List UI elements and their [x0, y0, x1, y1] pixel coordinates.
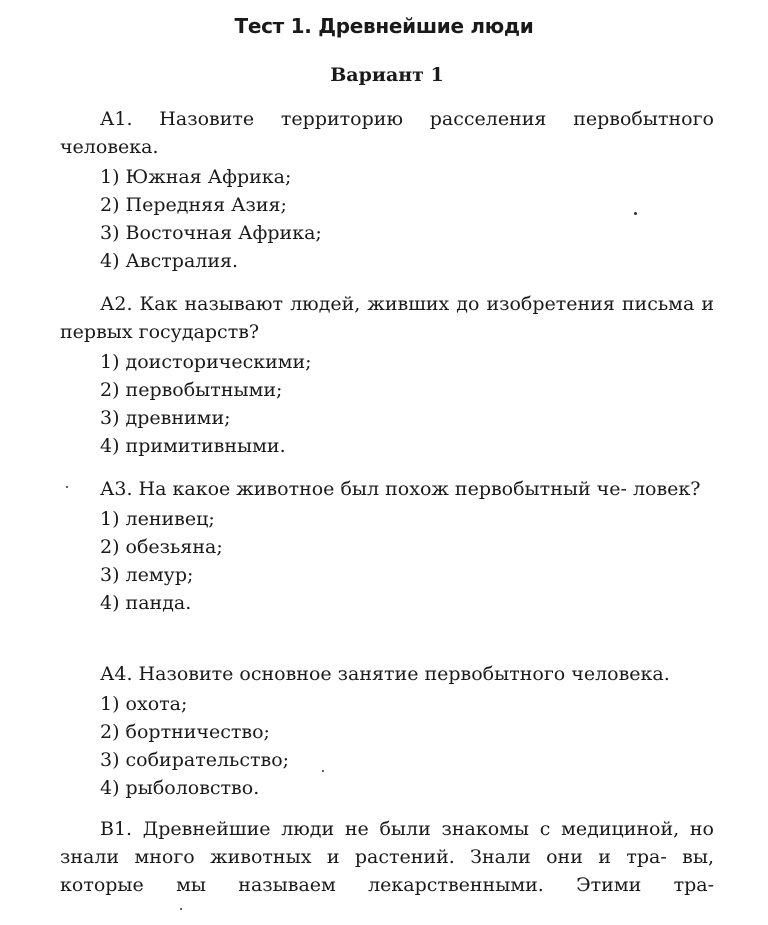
option: 4) примитивными.: [100, 435, 286, 457]
question-prompt: В1. Древнейшие люди не были знакомы с медициной, но знали много животных и растений. Знали они и тра- вы, которые мы называем лекарственными. Этими тра-: [60, 818, 714, 896]
option: 4) Австралия.: [100, 250, 239, 272]
print-speck: [322, 770, 324, 772]
option: 4) рыболовство.: [100, 777, 260, 799]
option: 3) собирательство;: [100, 749, 290, 771]
option: 2) Передняя Азия;: [100, 194, 287, 216]
option: 1) ленивец;: [100, 508, 215, 530]
variant-heading: Вариант 1: [330, 64, 444, 86]
question-prompt: А2. Как называют людей, живших до изобретения письма и первых государств?: [60, 293, 714, 343]
option: 4) панда.: [100, 592, 192, 614]
question-a3: [60, 475, 714, 617]
options-list: [60, 505, 714, 617]
question-prompt: А1. Назовите территорию расселения первобытного человека.: [60, 108, 714, 158]
question-prompt: А4. Назовите основное занятие первобытного человека.: [100, 663, 670, 685]
option: 3) Восточная Африка;: [100, 222, 322, 244]
print-speck: [66, 486, 68, 488]
question-prompt: А3. На какое животное был похож первобытный че- ловек?: [100, 478, 701, 500]
test-title: Тест 1. Древнейшие люди: [234, 14, 534, 38]
option: 3) лемур;: [100, 564, 194, 586]
option: 2) бортничество;: [100, 721, 270, 743]
options-list: [60, 690, 714, 802]
option: 2) обезьяна;: [100, 536, 223, 558]
option: 1) охота;: [100, 693, 188, 715]
question-b1: [60, 815, 714, 899]
option: 1) Южная Африка;: [100, 166, 292, 188]
question-a4: [60, 660, 714, 802]
print-speck: [634, 212, 637, 215]
option: 2) первобытными;: [100, 379, 283, 401]
option: 3) древними;: [100, 407, 231, 429]
question-a2: [60, 290, 714, 460]
question-a1: [60, 105, 714, 275]
options-list: [60, 348, 714, 460]
option: 1) доисторическими;: [100, 351, 312, 373]
print-speck: [180, 908, 182, 910]
options-list: [60, 163, 714, 275]
